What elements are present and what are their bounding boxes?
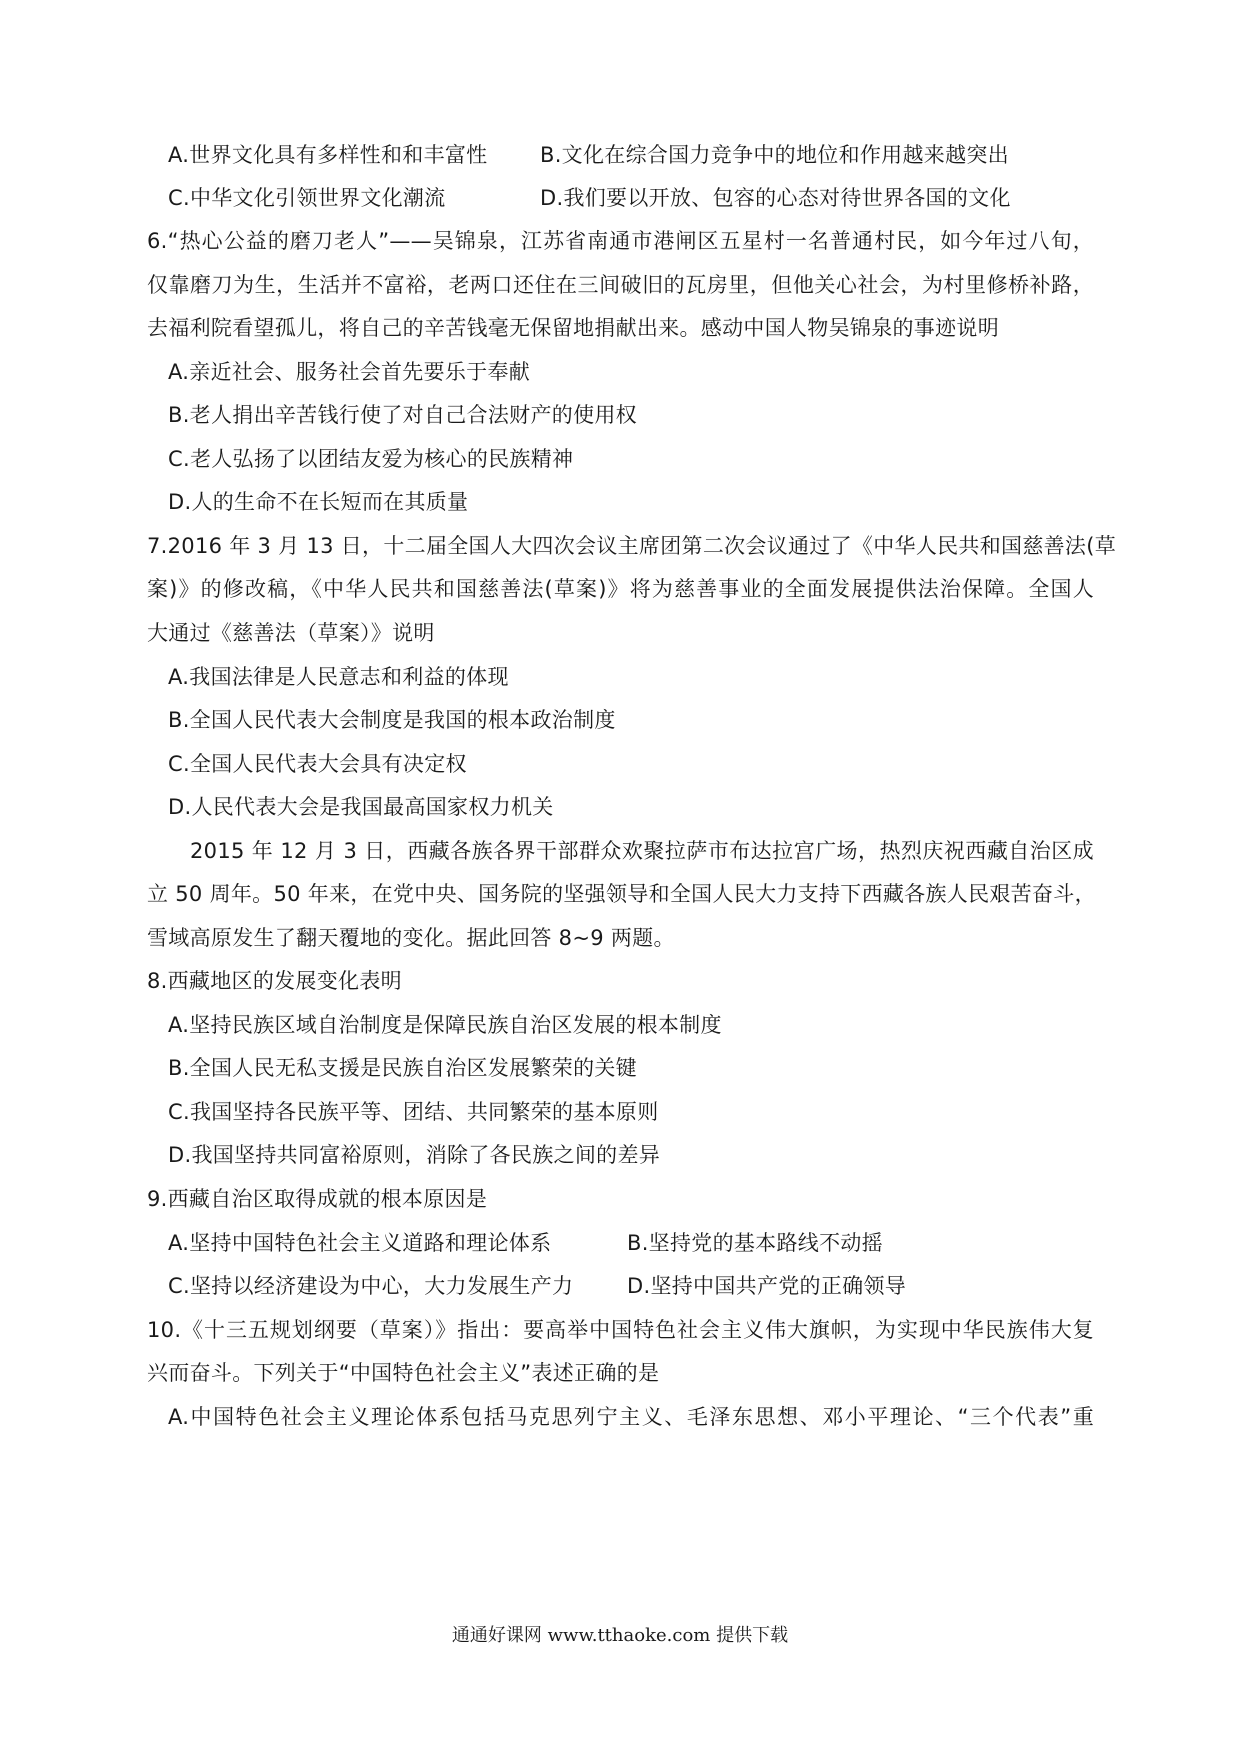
q6-stem-line: 6.“热心公益的磨刀老人”——吴锦泉，江苏省南通市港闸区五星村一名普通村民，如今年过八旬， <box>147 229 1094 253</box>
page-footer: 通通好课网 www.tthaoke.com 提供下载 <box>451 1625 789 1646</box>
q10-stem-line: 兴而奋斗。下列关于“中国特色社会主义”表述正确的是 <box>147 1361 660 1385</box>
q6-option-b: B.老人捐出辛苦钱行使了对自己合法财产的使用权 <box>168 403 637 427</box>
q8-option-d: D.我国坚持共同富裕原则，消除了各民族之间的差异 <box>168 1143 661 1167</box>
material-line: 雪域高原发生了翻天覆地的变化。据此回答 8~9 两题。 <box>147 926 675 950</box>
q9-option-c: C.坚持以经济建设为中心，大力发展生产力 <box>168 1274 574 1298</box>
q5-option-a: A.世界文化具有多样性和和丰富性 <box>168 143 488 167</box>
q6-stem-line: 仅靠磨刀为生，生活并不富裕，老两口还住在三间破旧的瓦房里，但他关心社会，为村里修桥补路， <box>147 273 1094 297</box>
q7-stem-line: 案)》的修改稿，《中华人民共和国慈善法(草案)》将为慈善事业的全面发展提供法治保障。全国人 <box>147 577 1094 601</box>
q7-option-b: B.全国人民代表大会制度是我国的根本政治制度 <box>168 708 616 732</box>
q7-stem-line: 7.2016 年 3 月 13 日，十二届全国人大四次会议主席团第二次会议通过了《中华人民共和国慈善法(草 <box>147 534 1117 558</box>
q7-option-d: D.人民代表大会是我国最高国家权力机关 <box>168 795 554 819</box>
q6-option-d: D.人的生命不在长短而在其质量 <box>168 490 469 514</box>
q8-option-a: A.坚持民族区域自治制度是保障民族自治区发展的根本制度 <box>168 1013 722 1037</box>
q9-option-d: D.坚持中国共产党的正确领导 <box>627 1274 907 1298</box>
q7-option-c: C.全国人民代表大会具有决定权 <box>168 752 467 776</box>
material-line: 立 50 周年。50 年来，在党中央、国务院的坚强领导和全国人民大力支持下西藏各族人民艰苦奋斗， <box>147 882 1096 906</box>
q5-option-d: D.我们要以开放、包容的心态对待世界各国的文化 <box>540 186 1011 210</box>
q5-option-c: C.中华文化引领世界文化潮流 <box>168 186 446 210</box>
q9-option-a: A.坚持中国特色社会主义道路和理论体系 <box>168 1231 552 1255</box>
material-line: 2015 年 12 月 3 日，西藏各族各界干部群众欢聚拉萨市布达拉宫广场，热烈庆祝西藏自治区成 <box>190 839 1094 863</box>
q10-stem-line: 10.《十三五规划纲要（草案）》指出：要高举中国特色社会主义伟大旗帜，为实现中华民族伟大复 <box>147 1318 1094 1342</box>
q5-option-b: B.文化在综合国力竞争中的地位和作用越来越突出 <box>540 143 1009 167</box>
q8-option-b: B.全国人民无私支援是民族自治区发展繁荣的关键 <box>168 1056 637 1080</box>
q9-option-b: B.坚持党的基本路线不动摇 <box>627 1231 883 1255</box>
q7-option-a: A.我国法律是人民意志和利益的体现 <box>168 665 509 689</box>
q7-stem-line: 大通过《慈善法（草案）》说明 <box>147 621 435 645</box>
q6-option-a: A.亲近社会、服务社会首先要乐于奉献 <box>168 360 531 384</box>
q6-stem-line: 去福利院看望孤儿，将自己的辛苦钱毫无保留地捐献出来。感动中国人物吴锦泉的事迹说明 <box>147 316 999 340</box>
q8-stem: 8.西藏地区的发展变化表明 <box>147 969 402 993</box>
q8-option-c: C.我国坚持各民族平等、团结、共同繁荣的基本原则 <box>168 1100 659 1124</box>
q9-stem: 9.西藏自治区取得成就的根本原因是 <box>147 1187 488 1211</box>
q10-option-a: A.中国特色社会主义理论体系包括马克思列宁主义、毛泽东思想、邓小平理论、“三个代表”重 <box>168 1405 1094 1429</box>
q6-option-c: C.老人弘扬了以团结友爱为核心的民族精神 <box>168 447 574 471</box>
